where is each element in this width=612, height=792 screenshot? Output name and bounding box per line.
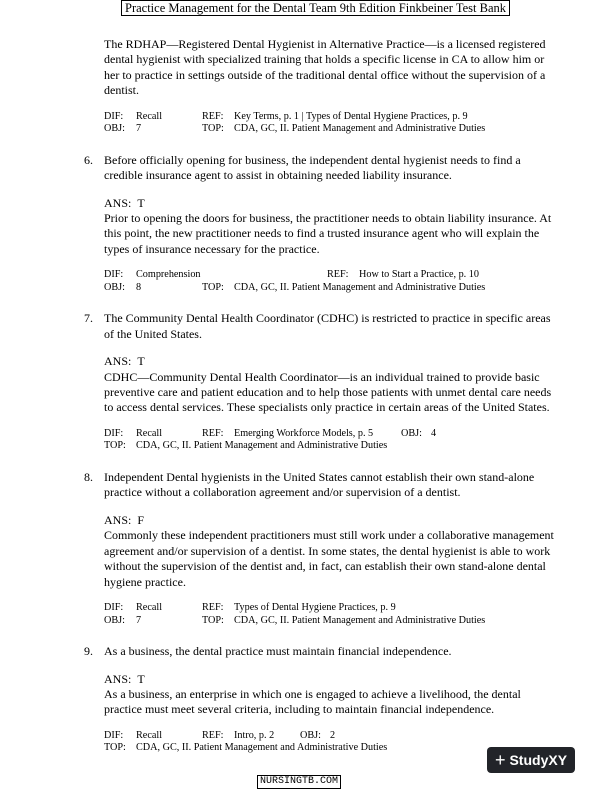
rationale: CDHC—Community Dental Health Coordinator—is an individual trained to provide basic preventive care and patient education and to help those patients with unmet dental care needs to access dental services. These specialists only practice in certain areas of the United States. [104, 369, 552, 415]
obj-value: 2 [330, 729, 336, 741]
dif-label: DIF: [104, 427, 124, 439]
dif-value: Comprehension [136, 269, 201, 281]
intro-rationale: The RDHAP—Registered Dental Hygienist in Alternative Practice—is a licensed registered dental hygienist with specialized training that holds a specific license in CA to allow him or her to practice in settings outside of the traditional dental office without the supervision of a dentist. [104, 37, 546, 98]
ans-label: ANS: [104, 512, 132, 527]
obj-label: OBJ: [104, 614, 125, 626]
ref-value: Key Terms, p. 1 | Types of Dental Hygiene Practices, p. 9 [234, 110, 468, 122]
question-number: 9. [84, 644, 93, 659]
ans-label: ANS: [104, 195, 132, 210]
question-6 [84, 153, 554, 295]
question-number: 8. [84, 470, 93, 485]
question-number: 6. [84, 152, 93, 167]
obj-value: 7 [136, 123, 142, 135]
page-header-title: Practice Management for the Dental Team 9th Edition Finkbeiner Test Bank [121, 0, 510, 16]
ref-label: REF: [202, 729, 224, 741]
dif-value: Recall [136, 729, 163, 741]
obj-label: OBJ: [300, 729, 321, 741]
plus-icon: + [494, 750, 506, 770]
top-value: CDA, GC, II. Patient Management and Administrative Duties [234, 281, 486, 293]
obj-value: 7 [136, 614, 142, 626]
document-body [84, 37, 554, 755]
top-value: CDA, GC, II. Patient Management and Administrative Duties [234, 123, 486, 135]
footer-watermark: NURSINGTB.COM [257, 775, 341, 789]
ans-value: T [137, 671, 145, 686]
top-label: TOP: [104, 440, 126, 452]
obj-value: 4 [431, 427, 437, 439]
ref-label: REF: [202, 601, 224, 613]
question-text: As a business, the dental practice must maintain financial independence. [104, 644, 452, 659]
studyxy-logo[interactable] [487, 747, 575, 773]
dif-value: Recall [136, 427, 163, 439]
ans-value: F [137, 512, 145, 527]
ans-label: ANS: [104, 671, 132, 686]
top-label: TOP: [202, 123, 224, 135]
ref-value: How to Start a Practice, p. 10 [359, 269, 479, 281]
ref-value: Emerging Workforce Models, p. 5 [234, 427, 374, 439]
intro-meta-row2 [104, 123, 554, 136]
question-text: Before officially opening for business, the independent dental hygienist needs to find a credible insurance agent to assist in obtaining needed liability insurance. [104, 152, 521, 183]
rationale: Prior to opening the doors for business, the practitioner needs to obtain liability insurance. At this point, the new practitioner needs to find a trusted insurance agent who will explain the types of insurance necessary for the practice. [104, 211, 552, 256]
dif-label: DIF: [104, 269, 124, 281]
intro-block [104, 37, 554, 136]
intro-meta-row1 [104, 111, 554, 124]
rationale: As a business, an enterprise in which one is engaged to achieve a livelihood, the dental practice must meet several criteria, including to maintain financial independence. [104, 686, 521, 717]
dif-value: Recall [136, 110, 163, 122]
obj-label: OBJ: [104, 123, 125, 135]
dif-label: DIF: [104, 729, 124, 741]
logo-text: StudyXY [509, 752, 568, 768]
top-label: TOP: [202, 614, 224, 626]
top-label: TOP: [104, 742, 126, 754]
question-text: Independent Dental hygienists in the United States cannot establish their own stand-alone practice without a collaboration agreement and/or supervision of a dentist. [104, 470, 535, 500]
ref-label: REF: [327, 269, 349, 281]
ref-label: REF: [202, 427, 224, 439]
dif-value: Recall [136, 601, 163, 613]
top-label: TOP: [202, 281, 224, 293]
obj-label: OBJ: [104, 281, 125, 293]
ans-value: T [137, 195, 145, 210]
question-text: The Community Dental Health Coordinator (CDHC) is restricted to practice in specific areas of the United States. [104, 311, 551, 341]
obj-value: 8 [136, 281, 142, 293]
question-9 [84, 644, 554, 755]
ans-value: T [137, 354, 145, 369]
question-8 [84, 470, 554, 627]
top-value: CDA, GC, II. Patient Management and Administrative Duties [136, 742, 388, 754]
top-value: CDA, GC, II. Patient Management and Administrative Duties [234, 614, 486, 626]
rationale: Commonly these independent practitioners must still work under a collaborative management agreement and/or supervision of a dentist. In some states, the dental hygienist is able to work without the supervision of the dentist and, in fact, can establish their own stand-alone dental hygiene practice. [104, 528, 554, 589]
question-7 [84, 311, 554, 453]
ref-label: REF: [202, 110, 224, 122]
dif-label: DIF: [104, 601, 124, 613]
dif-label: DIF: [104, 110, 124, 122]
question-number: 7. [84, 311, 93, 326]
ans-label: ANS: [104, 354, 132, 369]
ref-value: Types of Dental Hygiene Practices, p. 9 [234, 601, 396, 613]
top-value: CDA, GC, II. Patient Management and Administrative Duties [136, 440, 388, 452]
ref-value: Intro, p. 2 [234, 729, 275, 741]
obj-label: OBJ: [401, 427, 422, 439]
